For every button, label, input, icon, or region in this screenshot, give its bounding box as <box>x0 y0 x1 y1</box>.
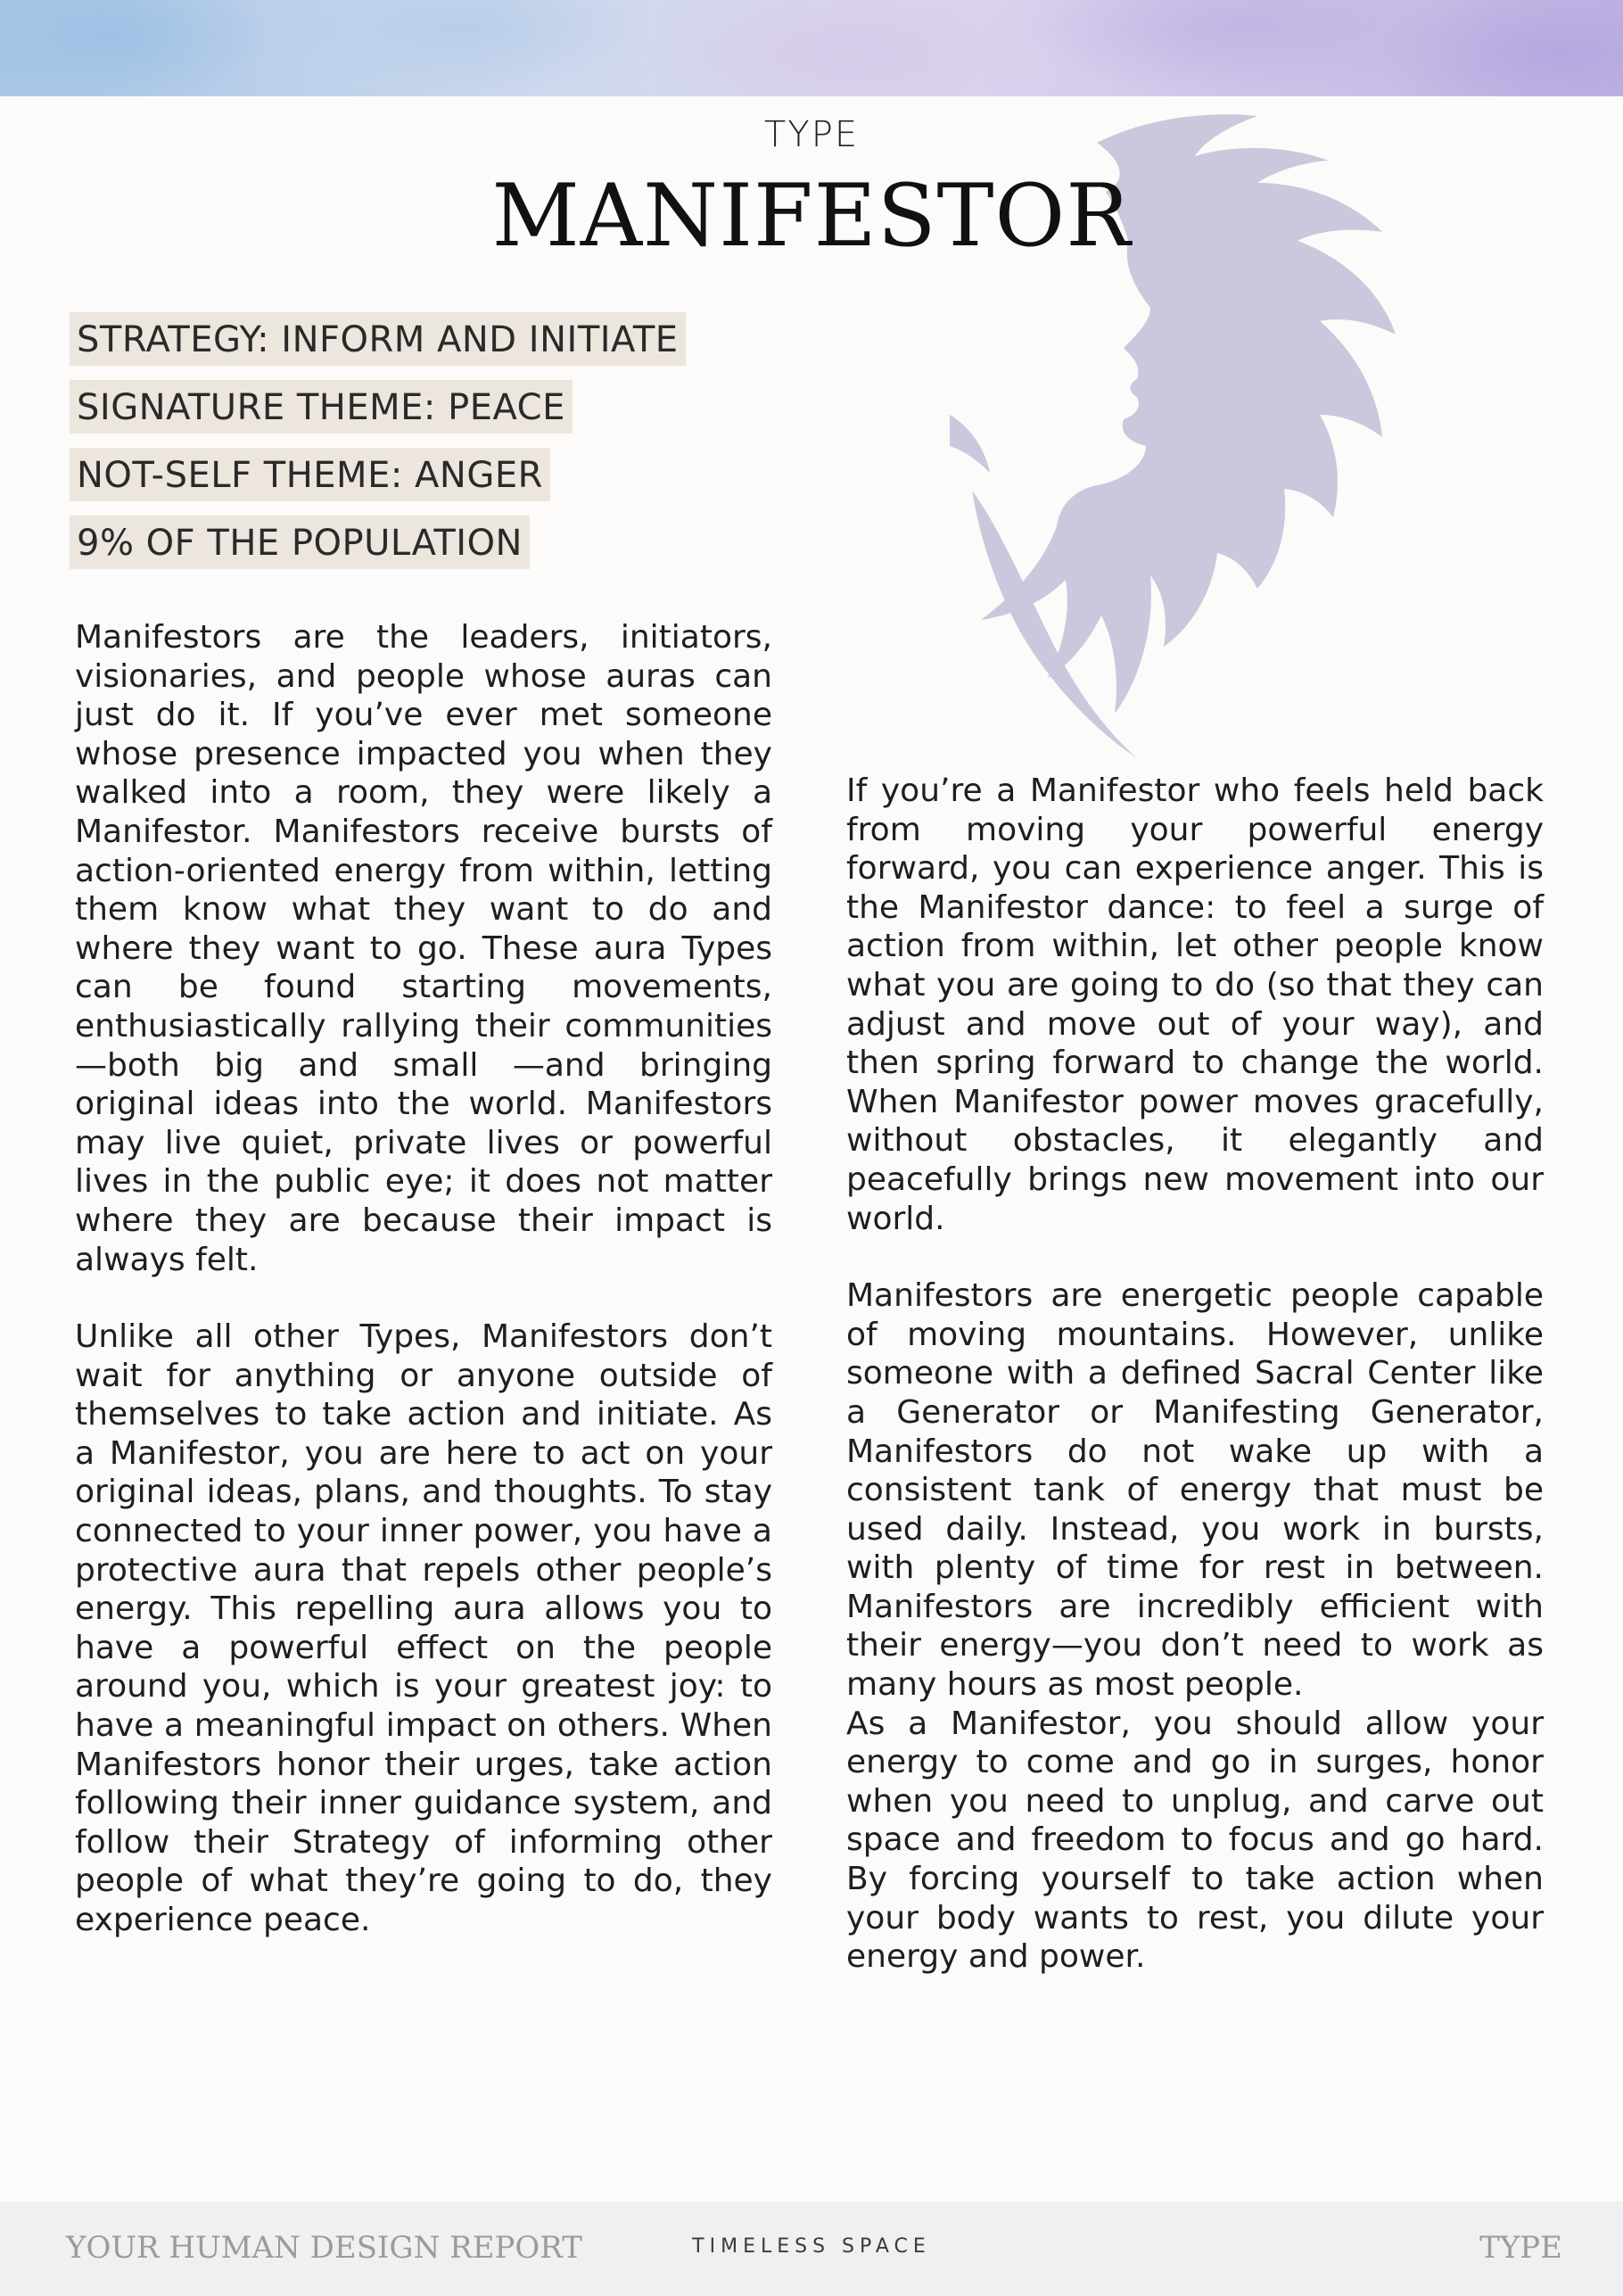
paragraph: Unlike all other Types, Manifestors don’t wait for anything or anyone outside of themselves to take action and initiate. As a Manifestor, you are here to act on your original ideas, plans, and thoughts. To stay connected to your inner power, you have a protective aura that repels other people’s energy. This repelling aura allows you to have a powerful effect on the people around you, which is your greatest joy: to have a meaningful impact on others. When Manifestors honor their urges, take action following their inner guidance system, and follow their Strategy of informing other people of what they’re going to do, they experience peace. <box>75 1318 772 1938</box>
population-tag: 9% OF THE POPULATION <box>70 516 530 569</box>
signature-theme-tag: SIGNATURE THEME: PEACE <box>70 380 573 434</box>
footer-report-title: YOUR HUMAN DESIGN REPORT <box>66 2230 582 2266</box>
type-title: MANIFESTOR <box>491 166 1132 266</box>
type-label: TYPE <box>763 114 860 155</box>
paragraph: As a Manifestor, you should allow your energy to come and go in surges, honor when you need to unplug, and carve out space and freedom to focus and go hard. By forcing yourself to take action when your body wants to rest, you dilute your energy and power. <box>846 1705 1544 1976</box>
footer-brand: TIMELESS SPACE <box>692 2235 931 2258</box>
footer-section-label: TYPE <box>1479 2230 1562 2266</box>
paragraph: If you’re a Manifestor who feels held back from moving your powerful energy forward, you can experience anger. This is the Manifestor dance: to feel a surge of action from within, let other people know what you are going to do (so that they can adjust and move out of your way), and then spring forward to change the world. When Manifestor power moves gracefully, without obstacles, it elegantly and peacefully brings new movement into our world. <box>846 772 1544 1237</box>
paragraph: Manifestors are the leaders, initiators, visionaries, and people whose auras can just do it. If you’ve ever met someone whose presence impacted you when they walked into a room, they were likely a Manifestor. Manifestors receive bursts of action-oriented energy from within, letting them know what they want to do and where they want to go. These aura Types can be found starting movements, enthusiastically rallying their communities—both big and small —and bringing original ideas into the world. Manifestors may live quiet, private lives or powerful lives in the public eye; it does not matter where they are because their impact is always felt. <box>75 619 772 1278</box>
left-column-text <box>75 618 772 1940</box>
strategy-tag: STRATEGY: INFORM AND INITIATE <box>70 312 686 366</box>
not-self-theme-tag: NOT-SELF THEME: ANGER <box>70 448 550 501</box>
watercolor-header-band <box>0 0 1623 96</box>
type-attributes <box>70 312 686 583</box>
right-column-text <box>846 772 1544 1977</box>
paragraph: Manifestors are energetic people capable of moving mountains. However, unlike someone with a defined Sacral Center like a Generator or Manifesting Generator, Manifestors do not wake up with a consistent tank of energy that must be used daily. Instead, you work in bursts, with plenty of time for rest in between. Manifestors are incredibly efficient with their energy—you don’t need to work as many hours as most people. <box>846 1277 1544 1704</box>
